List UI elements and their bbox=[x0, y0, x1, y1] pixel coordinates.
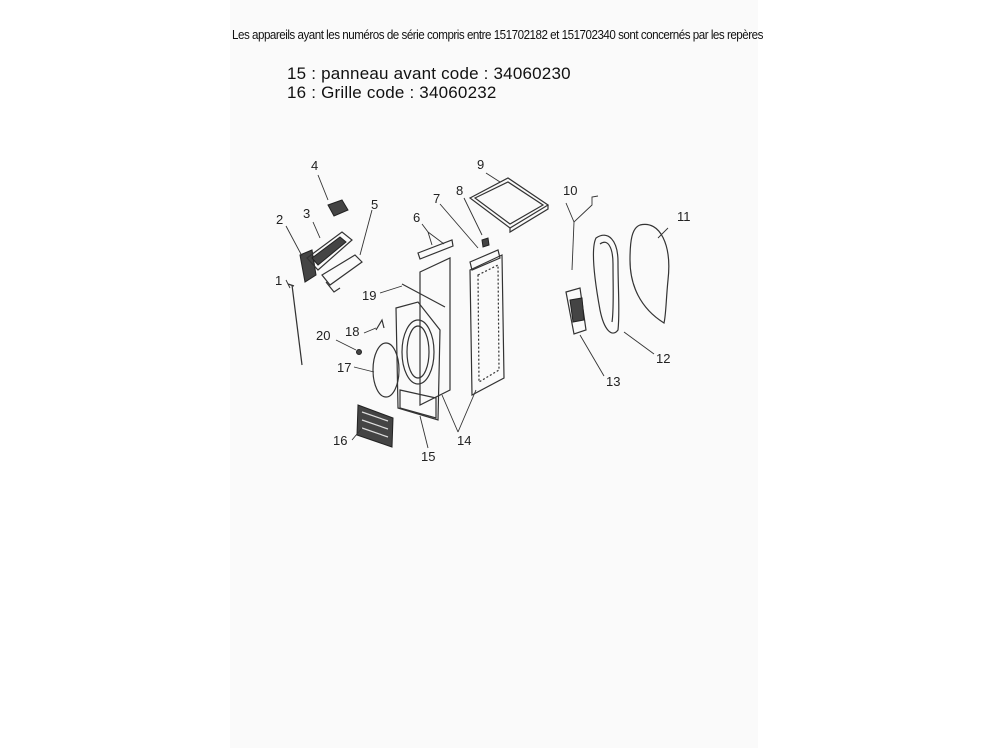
callout-12: 12 bbox=[656, 351, 671, 366]
callout-14: 14 bbox=[457, 433, 472, 448]
callout-20: 20 bbox=[316, 328, 331, 343]
part-16-grille bbox=[357, 405, 393, 447]
callout-7: 7 bbox=[433, 191, 441, 206]
callout-5: 5 bbox=[371, 197, 379, 212]
callout-19: 19 bbox=[362, 288, 377, 303]
callout-3: 3 bbox=[303, 206, 311, 221]
part-19-rail bbox=[402, 284, 445, 307]
callout-13: 13 bbox=[606, 374, 621, 389]
leader-lines bbox=[286, 173, 671, 448]
part-17-seal-ring bbox=[373, 343, 399, 397]
part-13-filter bbox=[566, 288, 586, 334]
callout-2: 2 bbox=[276, 212, 284, 227]
callout-4: 4 bbox=[311, 158, 319, 173]
callout-6: 6 bbox=[413, 210, 421, 225]
serial-number-notice: Les appareils ayant les numéros de série compris entre 151702182 et 151702340 sont concernés par les repères bbox=[232, 27, 763, 42]
part-code-16: 16 : Grille code : 34060232 bbox=[287, 83, 497, 102]
callout-9: 9 bbox=[477, 157, 485, 172]
callout-17: 17 bbox=[337, 360, 352, 375]
part-1-rod bbox=[288, 284, 302, 365]
part-11-door bbox=[630, 224, 669, 323]
part-12-gasket bbox=[593, 235, 618, 333]
callout-1: 1 bbox=[275, 273, 283, 288]
callout-18: 18 bbox=[345, 324, 360, 339]
part-4-module bbox=[328, 200, 348, 216]
part-6-strip bbox=[418, 240, 453, 259]
callout-16: 16 bbox=[333, 433, 348, 448]
part-18-hook bbox=[376, 320, 384, 330]
part-code-15: 15 : panneau avant code : 34060230 bbox=[287, 64, 571, 83]
part-14-side-panels bbox=[420, 255, 504, 405]
part-15-front-panel bbox=[396, 302, 440, 420]
callout-15: 15 bbox=[421, 449, 436, 464]
part-20-screw bbox=[357, 350, 362, 355]
part-7-8-clips bbox=[470, 238, 500, 270]
callout-11: 11 bbox=[677, 209, 691, 224]
part-9-top-cover bbox=[470, 178, 548, 232]
callout-8: 8 bbox=[456, 183, 464, 198]
callout-10: 10 bbox=[563, 183, 578, 198]
